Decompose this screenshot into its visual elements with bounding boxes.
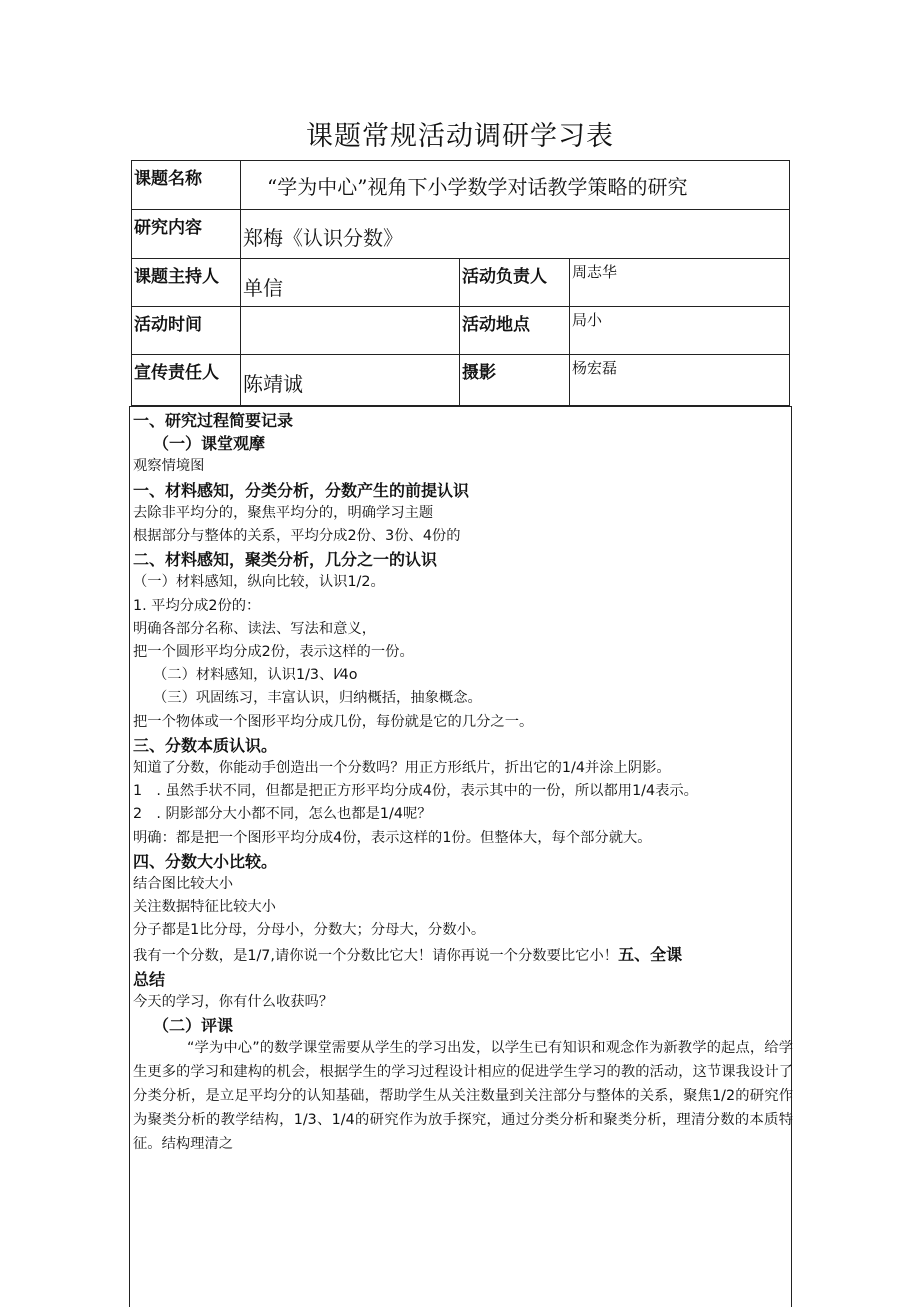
photo-value: 杨宏磊 — [570, 355, 790, 406]
host-value: 单信 — [241, 259, 460, 307]
host-label: 课题主持人 — [132, 259, 241, 307]
section-heading: 一、研究过程简要记录 — [133, 411, 294, 430]
subsection-heading: （一）课堂观摩 — [153, 434, 266, 454]
text-line: 去除非平均分的，聚焦平均分的，明确学习主题 — [133, 504, 434, 521]
step-heading: 一、材料感知，分类分析，分数产生的前提认识 — [133, 480, 470, 500]
text-line: 观察情境图 — [133, 458, 205, 475]
table-row — [132, 210, 790, 259]
activity-head-value: 周志华 — [570, 259, 790, 307]
location-value: 局小 — [570, 307, 790, 355]
review-paragraph: “学为中心”的数学课堂需要从学生的学习出发，以学生已有知识和观念作为新教学的起点，给学生更多的学习和建构的机会，根据学生的学习过程设计相应的促进学生学习的教的活动，这节课我设计了分类分析，是立足平均分的认知基础，帮助学生从关注数量到关注部分与整体的关系，聚焦1/2的研究作为聚类分析的教学结构，1/3、1/4的研究作为放手探究，通过分类分析和聚类分析，理清分数的本质特征。结构理清之 — [133, 1040, 793, 1152]
text-line: 1 . 虽然手状不同，但都是把正方形平均分成4份，表示其中的一份，所以都用1/4表示。 — [133, 783, 698, 800]
subsection-heading: （二）评课 — [153, 1016, 234, 1036]
time-label: 活动时间 — [132, 307, 241, 355]
text-line: 明确各部分名称、读法、写法和意义， — [133, 620, 377, 637]
step-heading: 总结 — [133, 969, 166, 989]
content-value: 郑梅《认识分数》 — [241, 210, 790, 259]
topic-value: “学为中心”视角下小学数学对话教学策略的研究 — [241, 161, 790, 210]
step-heading: 五、全课 — [618, 944, 683, 964]
text-line: 明确：都是把一个图形平均分成4份，表示这样的1份。但整体大，每个部分就大。 — [133, 829, 652, 846]
text-line: 知道了分数，你能动手创造出一个分数吗？用正方形纸片，折出它的1/4并涂上阴影。 — [133, 760, 671, 777]
text-line: 根据部分与整体的关系，平均分成2份、3份、4份的 — [133, 528, 461, 545]
text-line: （三）巩固练习，丰富认识，归纳概括，抽象概念。 — [153, 690, 482, 707]
table-row — [132, 355, 790, 406]
info-table — [131, 160, 790, 406]
record-body — [133, 409, 793, 1156]
location-label: 活动地点 — [460, 307, 570, 355]
question-text: 我有一个分数，是1/7,请你说一个分数比它大！请你再说一个分数要比它小！ — [133, 947, 619, 964]
text-line: 把一个物体或一个图形平均分成几份，每份就是它的几分之一。 — [133, 713, 534, 730]
text-line: 今天的学习，你有什么收获吗？ — [133, 994, 334, 1011]
step-heading: 四、分数大小比较。 — [133, 851, 278, 871]
text-line: 1. 平均分成2份的： — [133, 597, 261, 614]
table-row — [132, 307, 790, 355]
text-line: （二）材料感知，认识1/3、l⁄4o — [153, 667, 358, 684]
table-row — [132, 259, 790, 307]
step-heading: 三、分数本质认识。 — [133, 735, 278, 755]
text-line — [133, 943, 793, 968]
text-line: 把一个圆形平均分成2份，表示这样的一份。 — [133, 644, 414, 661]
content-label: 研究内容 — [132, 210, 241, 259]
topic-label: 课题名称 — [132, 161, 241, 210]
table-row — [132, 161, 790, 210]
text-line: 2 . 阴影部分大小都不同，怎么也都是1/4呢？ — [133, 806, 432, 823]
text-line: 分子都是1比分母，分母小，分数大；分母大，分数小。 — [133, 922, 486, 939]
text-line: 关注数据特征比较大小 — [133, 899, 276, 916]
time-value — [241, 307, 460, 355]
photo-label: 摄影 — [460, 355, 570, 406]
activity-head-label: 活动负责人 — [460, 259, 570, 307]
text-line: （一）材料感知，纵向比较，认识1/2。 — [133, 574, 385, 591]
text-line: 结合图比较大小 — [133, 876, 234, 893]
publicity-label: 宣传责任人 — [132, 355, 241, 406]
step-heading: 二、材料感知，聚类分析，几分之一的认识 — [133, 550, 438, 570]
page-title: 课题常规活动调研学习表 — [306, 121, 614, 152]
publicity-value: 陈靖诚 — [241, 355, 460, 406]
